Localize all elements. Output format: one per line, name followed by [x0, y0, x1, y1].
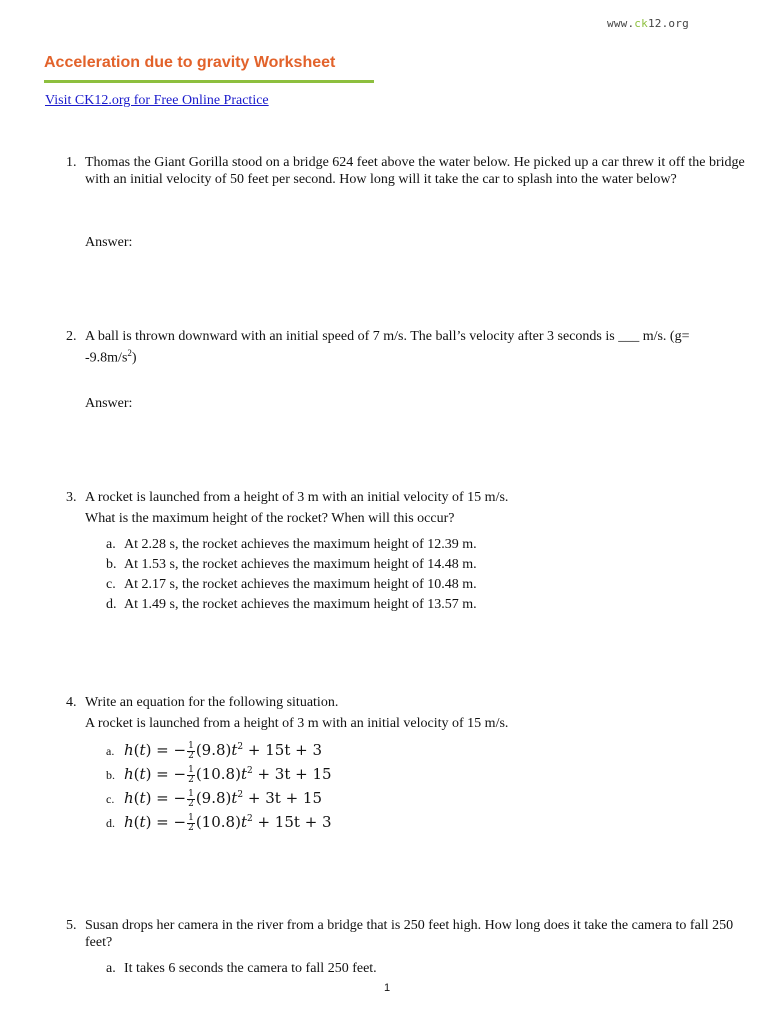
answer-label: Answer:: [85, 396, 133, 411]
practice-link[interactable]: Visit CK12.org for Free Online Practice: [45, 93, 269, 108]
question-text: Susan drops her camera in the river from a bridge that is 250 feet high. How long does it take the camera to fall 250 feet?: [85, 918, 734, 950]
question-text: A rocket is launched from a height of 3 m with an initial velocity of 15 m/s. What is the maximum height of the rocket? When will this occur?: [85, 490, 509, 526]
question-text: A ball is thrown downward with an initial speed of 7 m/s. The ball’s velocity after 3 seconds is ___ m/s. (g= $-9.8m/s^2$): [85, 329, 690, 366]
question-number: 5.: [66, 918, 77, 933]
question-number: 3.: [66, 490, 77, 505]
question-number: 4.: [66, 695, 77, 710]
answer-label: Answer:: [85, 235, 133, 250]
page-number: 1: [384, 982, 391, 994]
question-number: 2.: [66, 329, 77, 344]
question-text: Write an equation for the following situation. A rocket is launched from a height of 3 m with an initial velocity of 15 m/s.: [85, 695, 509, 731]
question-text: Thomas the Giant Gorilla stood on a bridge 624 feet above the water below. He picked up a car threw it off the bridge with an initial velocity of 50 feet per second. How long will it take the car to splash into the water below?: [85, 155, 745, 187]
title-underline: [44, 80, 374, 83]
worksheet-title: Acceleration due to gravity Worksheet: [44, 54, 336, 71]
site-url: www.ck12.org: [607, 17, 689, 30]
question-number: 1.: [66, 155, 77, 170]
